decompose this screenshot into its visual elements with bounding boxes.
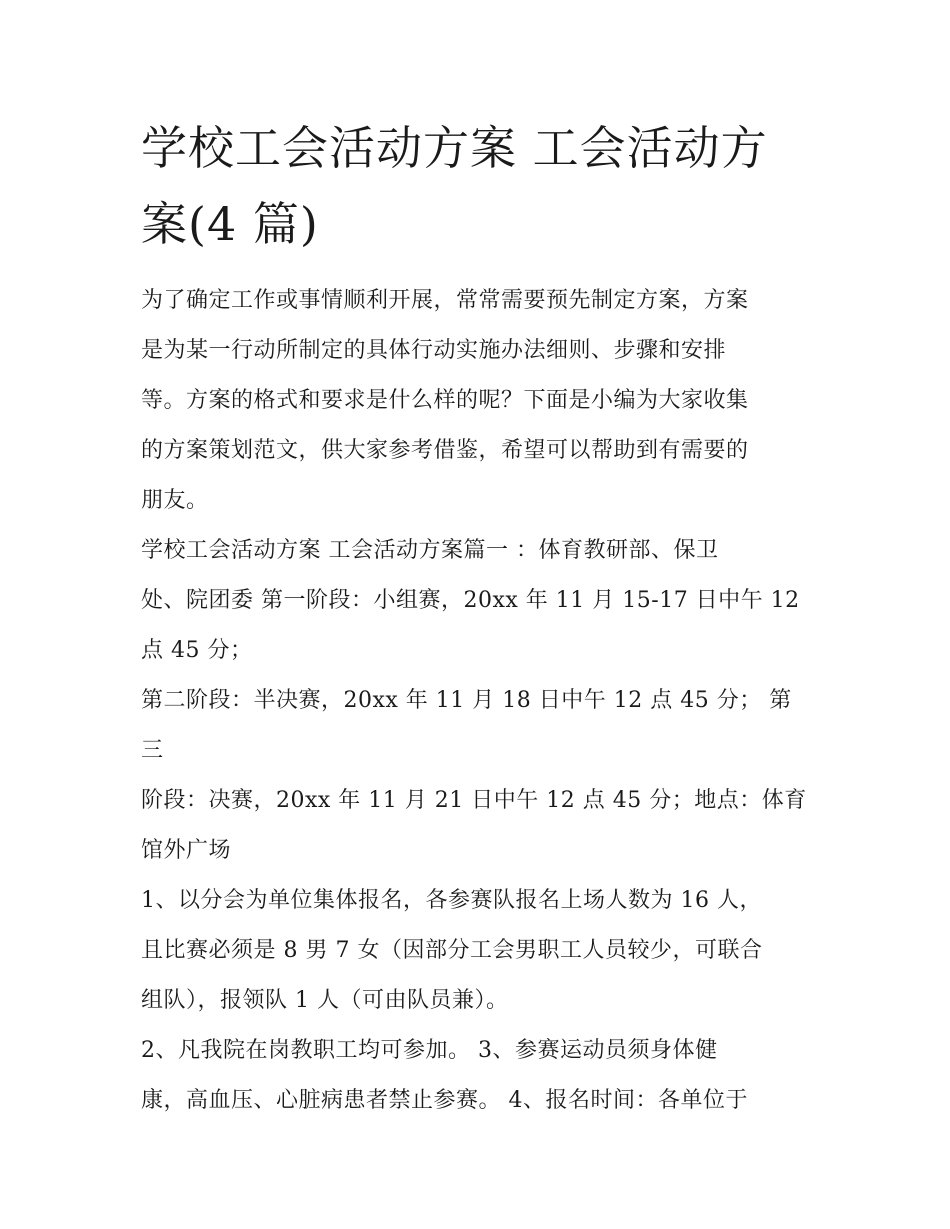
text-line: 是为某一行动所制定的具体行动实施办法细则、步骤和安排 [141,338,727,363]
text-line: 组队），报领队 1 人（可由队员兼）。 [141,988,509,1013]
text-line: 朋友。 [141,488,209,513]
title-line-1: 学校工会活动方案 工会活动方 [141,121,768,175]
text-line: 阶段：决赛，20xx 年 11 月 21 日中午 12 点 45 分；地点：体育 [141,788,807,813]
paragraph-organizers [141,526,813,676]
text-line: 且比赛必须是 8 男 7 女（因部分工会男职工人员较少，可联合 [141,938,763,963]
text-line: 点 45 分； [141,638,253,663]
text-line: 馆外广场 [141,838,232,863]
text-line: 处、院团委 第一阶段：小组赛，20xx 年 11 月 15-17 日中午 12 [141,588,800,613]
text-line: 学校工会活动方案 工会活动方案篇一 ：体育教研部、保卫 [141,538,719,563]
text-line: 等。方案的格式和要求是什么样的呢？下面是小编为大家收集 [141,388,749,413]
paragraph-rules-2-4 [141,1026,813,1126]
text-line: 1、以分会为单位集体报名，各参赛队报名上场人数为 16 人， [141,888,762,913]
text-line: 2、凡我院在岗教职工均可参加。 3、参赛运动员须身体健 [141,1038,718,1063]
title-line-2: 案(4 篇) [141,197,319,251]
paragraph-rule-1 [141,876,813,1026]
document-title [141,110,813,262]
text-line: 的方案策划范文，供大家参考借鉴，希望可以帮助到有需要的 [141,438,749,463]
paragraph-intro [141,276,813,526]
text-line: 第二阶段：半决赛，20xx 年 11 月 18 日中午 12 点 45 分； 第三 [141,688,792,763]
paragraph-stages [141,676,813,876]
text-line: 康，高血压、心脏病患者禁止参赛。 4、报名时间：各单位于 [141,1088,748,1113]
text-line: 为了确定工作或事情顺利开展，常常需要预先制定方案，方案 [141,288,749,313]
document-page [141,110,813,1126]
